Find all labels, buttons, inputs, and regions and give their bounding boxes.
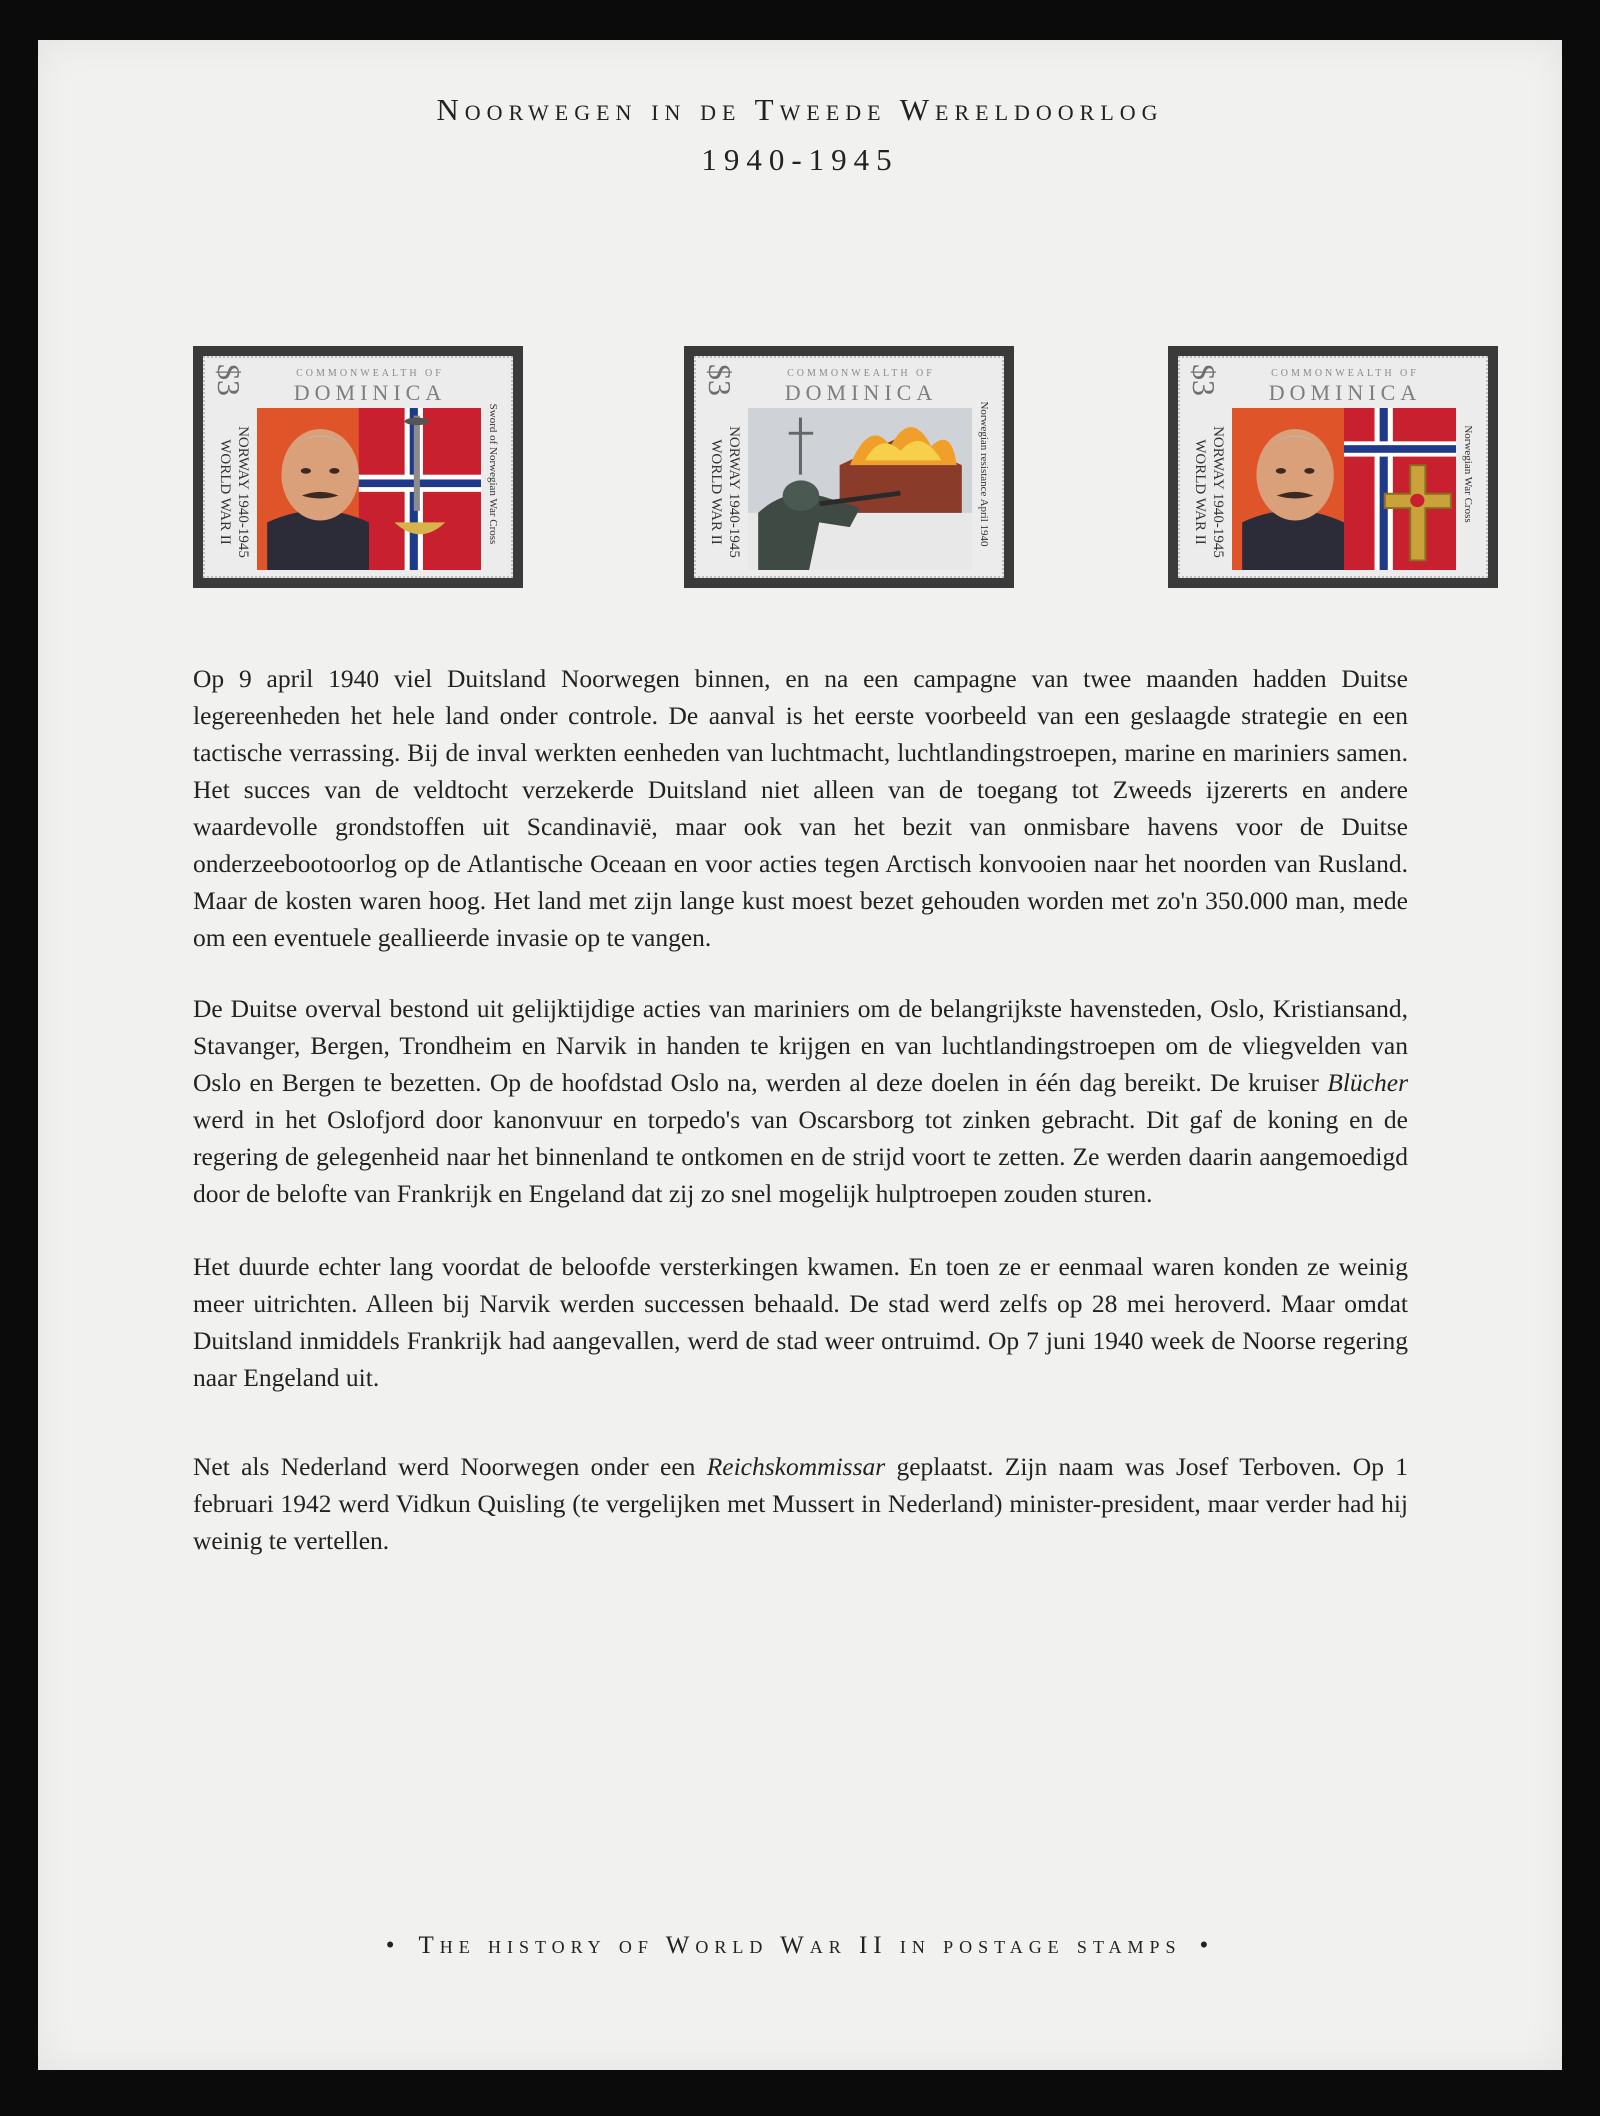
paragraph-4: Net als Nederland werd Noorwegen onder een Reichskommissar geplaatst. Zijn naam was Josef Terboven. Op 1 februari 1942 werd Vidkun Quisling (te vergelijken met Mussert in Nederland) minister-president, maar verder had hij weinig te vertellen. xyxy=(193,1452,1408,1555)
page-footer xyxy=(38,1932,1562,1960)
stamp-series: NORWAY 1940-1945 WORLD WAR II xyxy=(708,426,742,558)
paragraph-3: Het duurde echter lang voordat de beloofde versterkingen kwamen. En toen ze er eenmaal waren konden ze weinig meer uitrichten. Alleen bij Narvik werden successen behaald. De stad werd zelfs op 28 mei heroverd. Maar omdat Duitsland inmiddels Frankrijk had aangevallen, werd de stad weer ontruimd. Op 7 juni 1940 week de Noorse regering naar Engeland uit. xyxy=(193,1252,1408,1392)
album-page xyxy=(38,40,1562,2070)
stamp-country: DOMINICA xyxy=(1268,380,1422,405)
stamp-series: NORWAY 1940-1945 WORLD WAR II xyxy=(217,426,251,558)
stamp-value: $3 xyxy=(702,364,738,396)
reichskommissar-term: Reichskommissar xyxy=(706,1452,886,1481)
stamp-2 xyxy=(684,346,1014,588)
stamp-caption: Norwegian resistance April 1940 xyxy=(978,401,990,547)
stamp-country-top: COMMONWEALTH OF xyxy=(296,368,444,379)
soldier-firing-burning-house-icon xyxy=(748,408,972,570)
king-portrait-with-war-cross-icon xyxy=(1232,408,1456,570)
stamp-country-top: COMMONWEALTH OF xyxy=(1271,368,1419,379)
paragraph-2: De Duitse overval bestond uit gelijktijdige acties van mariniers om de belangrijkste havensteden, Oslo, Kristiansand, Stavanger, Bergen, Trondheim en Narvik in handen te krijgen en van luchtlandingstroepen om de vliegvelden van Oslo en Bergen te bezetten. Op de hoofdstad Oslo na, werden al deze doelen in één dag bereikt. De kruiser Blücher werd in het Oslofjord door kanonvuur en torpedo's van Oscarsborg tot zinken gebracht. Dit gaf de koning en de regering de gelegenheid naar het binnenland te ontkomen en de strijd voort te zetten. Ze werden daarin aangemoedigd door de belofte van Frankrijk en Engeland dat zij zo snel mogelijk hulptroepen zouden sturen. xyxy=(193,994,1408,1208)
ship-name: Blücher xyxy=(1327,1068,1408,1097)
stamp-value: $3 xyxy=(1186,364,1222,396)
stamp-country-top: COMMONWEALTH OF xyxy=(787,368,935,379)
stamp-caption: Sword of Norwegian War Cross xyxy=(487,403,499,545)
stamp-caption: Norwegian War Cross xyxy=(1462,425,1474,523)
stamp-1 xyxy=(193,346,523,588)
stamp-value: $3 xyxy=(211,364,247,396)
page-subtitle-years: 1940-1945 xyxy=(701,142,899,177)
stamp-3 xyxy=(1168,346,1498,588)
stamp-series: NORWAY 1940-1945 WORLD WAR II xyxy=(1192,426,1226,558)
stamp-country: DOMINICA xyxy=(293,380,447,405)
stamp-country: DOMINICA xyxy=(784,380,938,405)
paragraph-1: Op 9 april 1940 viel Duitsland Noorwegen binnen, en na een campagne van twee maanden hadden Duitse legereenheden het hele land onder controle. De aanval is het eerste voorbeeld van een geslaagde strategie en een tactische verrassing. Bij de inval werkten eenheden van luchtmacht, luchtlandingstroepen, marine en mariniers samen. Het succes van de veldtocht verzekerde Duitsland niet alleen van de toegang tot Zweeds ijzererts en andere waardevolle grondstoffen uit Scandinavië, maar ook van het bezit van onmisbare havens voor de Duitse onderzeebootoorlog op de Atlantische Oceaan en voor acties tegen Arctisch konvooien naar het noorden van Rusland. Maar de kosten waren hoog. Het land met zijn lange kust moest bezet gehouden worden met zo'n 350.000 man, mede om een eventuele geallieerde invasie op te vangen. xyxy=(193,664,1408,952)
footer-bullet-left: • xyxy=(385,1932,401,1959)
page-title: Noorwegen in de Tweede Wereldoorlog xyxy=(436,92,1164,127)
king-portrait-with-flag-and-sword-icon xyxy=(257,408,481,570)
footer-bullet-right: • xyxy=(1199,1932,1215,1959)
footer-text: The history of World War II in postage stamps xyxy=(418,1932,1182,1959)
